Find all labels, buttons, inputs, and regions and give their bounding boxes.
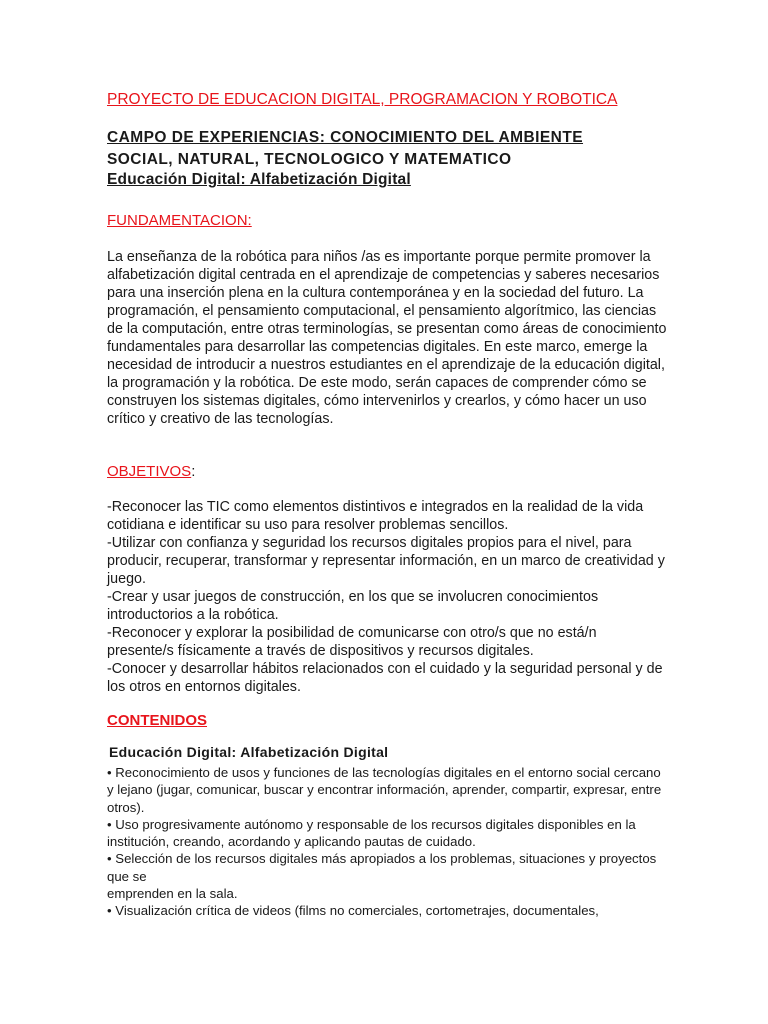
list-item: • Selección de los recursos digitales más apropiados a los problemas, situaciones y proyectos que se emprenden en la sala. (107, 851, 657, 902)
campo-heading-line1: CAMPO DE EXPERIENCIAS: CONOCIMIENTO DEL AMBIENTE (107, 129, 584, 146)
contenidos-list (107, 764, 667, 920)
list-item: -Crear y usar juegos de construcción, en los que se involucren conocimientos introductorios a la robótica. (107, 589, 599, 623)
list-item: • Uso progresivamente autónomo y responsable de los recursos digitales disponibles en la institución, creando, acordando y aplicando pautas de cuidado. (107, 816, 636, 850)
contenidos-subheading: Educación Digital: Alfabetización Digital (109, 744, 389, 760)
list-item: -Utilizar con confianza y seguridad los recursos digitales propios para el nivel, para producir, recuperar, transformar y representar información, en un marco de creatividad y juego. (107, 535, 665, 587)
fundamentacion-heading: FUNDAMENTACION: (107, 212, 252, 229)
list-item: • Visualización crítica de videos (films no comerciales, cortometrajes, documentales, (107, 903, 599, 919)
document-title: PROYECTO DE EDUCACION DIGITAL, PROGRAMACION Y ROBOTICA (107, 91, 618, 108)
campo-heading (107, 127, 583, 171)
objetivos-heading-colon: : (191, 463, 196, 480)
document-subtitle: Educación Digital: Alfabetización Digital (107, 171, 411, 188)
fundamentacion-text: La enseñanza de la robótica para niños /as es importante porque permite promover la alfabetización digital centrada en el aprendizaje de competencias y saberes necesarios para una inserción plena en la cultura contemporánea y en la sociedad del futuro. La programación, el pensamiento computacional, el pensamiento algorítmico, las ciencias de la computación, entre otras terminologías, se presentan como áreas de conocimiento fundamentales para desarrollar las competencias digitales. En este marco, emerge la necesidad de introducir a nuestros estudiantes en el aprendizaje de la educación digital, la programación y la robótica. De este modo, serán capaces de comprender cómo se construyen los sistemas digitales, cómo intervenirlos y crearlos, y cómo hacer un uso crítico y creativo de las tecnologías. (107, 249, 667, 427)
list-item: -Conocer y desarrollar hábitos relacionados con el cuidado y la seguridad personal y de los otros en entornos digitales. (107, 661, 663, 695)
contenidos-heading: CONTENIDOS (107, 712, 208, 729)
list-item: -Reconocer y explorar la posibilidad de comunicarse con otro/s que no está/n presente/s físicamente a través de dispositivos y recursos digitales. (107, 625, 597, 659)
list-item: -Reconocer las TIC como elementos distintivos e integrados en la realidad de la vida cotidiana e identificar su uso para resolver problemas sencillos. (107, 499, 644, 533)
list-item: • Reconocimiento de usos y funciones de las tecnologías digitales en el entorno social cercano y lejano (jugar, comunicar, buscar y encontrar información, aprender, compartir, expresar, entre otros). (107, 765, 662, 815)
objetivos-list (107, 498, 667, 696)
objetivos-heading-label: OBJETIVOS (107, 463, 192, 480)
objetivos-heading (107, 463, 195, 480)
campo-heading-line2: SOCIAL, NATURAL, TECNOLOGICO Y MATEMATICO (107, 151, 512, 168)
